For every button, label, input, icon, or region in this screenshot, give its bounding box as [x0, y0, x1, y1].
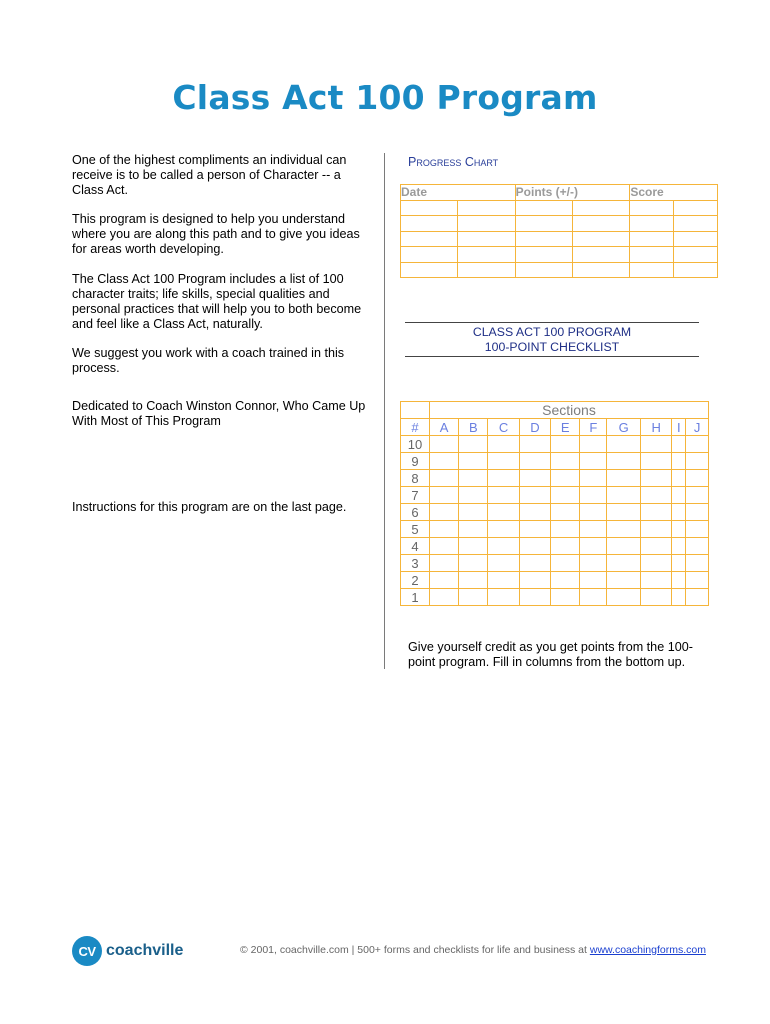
checklist-cell[interactable]	[672, 487, 686, 504]
checklist-cell[interactable]	[519, 453, 550, 470]
checklist-cell[interactable]	[430, 436, 459, 453]
cell[interactable]	[674, 262, 718, 278]
checklist-row	[401, 436, 709, 453]
checklist-cell[interactable]	[672, 453, 686, 470]
checklist-cell[interactable]	[672, 589, 686, 606]
column-header-a: A	[430, 419, 459, 436]
checklist-cell[interactable]	[430, 572, 459, 589]
column-header-e: E	[551, 419, 580, 436]
checklist-cell[interactable]	[430, 487, 459, 504]
checklist-cell[interactable]	[580, 521, 607, 538]
intro-paragraph-3: The Class Act 100 Program includes a list of 100 character traits; life skills, special qualities and personal practices that will help you to both become and feel like a Class Act, naturally.	[72, 272, 362, 331]
checklist-cell[interactable]	[488, 487, 519, 504]
checklist-cell[interactable]	[519, 504, 550, 521]
checklist-row	[401, 538, 709, 555]
checklist-row	[401, 504, 709, 521]
checklist-title-line-1: CLASS ACT 100 PROGRAM	[472, 325, 632, 339]
cell[interactable]	[515, 200, 572, 216]
page-title: Class Act 100 Program	[172, 78, 598, 117]
checklist-cell[interactable]	[686, 453, 709, 470]
footer	[240, 944, 706, 956]
cell[interactable]	[572, 216, 629, 232]
column-letters-row	[401, 419, 709, 436]
checklist-cell[interactable]	[672, 521, 686, 538]
checklist-row	[401, 555, 709, 572]
checklist-cell[interactable]	[640, 470, 671, 487]
column-header-g: G	[607, 419, 641, 436]
checklist-row	[401, 487, 709, 504]
checklist-row	[401, 572, 709, 589]
checklist-cell[interactable]	[686, 487, 709, 504]
checklist-cell[interactable]	[686, 436, 709, 453]
checklist-cell[interactable]	[672, 470, 686, 487]
checklist-cell[interactable]	[686, 470, 709, 487]
cell[interactable]	[401, 216, 458, 232]
checklist-cell[interactable]	[488, 504, 519, 521]
checklist-cell[interactable]	[551, 589, 580, 606]
column-divider	[384, 153, 385, 669]
row-number: 3	[401, 555, 430, 572]
checklist-title-line-2: 100-POINT CHECKLIST	[484, 340, 620, 354]
checklist-cell[interactable]	[430, 521, 459, 538]
row-number: 8	[401, 470, 430, 487]
row-number: 1	[401, 589, 430, 606]
row-number: 6	[401, 504, 430, 521]
row-number: 4	[401, 538, 430, 555]
checklist-cell[interactable]	[430, 470, 459, 487]
cell[interactable]	[630, 262, 674, 278]
cell[interactable]	[572, 200, 629, 216]
checklist-cell[interactable]	[430, 453, 459, 470]
checklist-cell[interactable]	[519, 521, 550, 538]
checklist-cell[interactable]	[519, 470, 550, 487]
checklist-cell[interactable]	[686, 538, 709, 555]
sections-label: Sections	[430, 402, 709, 419]
checklist-cell[interactable]	[580, 538, 607, 555]
progress-chart-row[interactable]	[401, 231, 718, 247]
checklist-cell[interactable]	[488, 453, 519, 470]
checklist-cell[interactable]	[580, 555, 607, 572]
checklist-cell[interactable]	[459, 470, 488, 487]
checklist-cell[interactable]	[519, 572, 550, 589]
progress-chart-header-row	[401, 185, 718, 201]
cell[interactable]	[515, 231, 572, 247]
cell[interactable]	[401, 200, 458, 216]
checklist-row	[401, 470, 709, 487]
checklist-cell[interactable]	[459, 504, 488, 521]
dedication: Dedicated to Coach Winston Connor, Who Came Up With Most of This Program	[72, 399, 366, 428]
progress-chart-row[interactable]	[401, 247, 718, 263]
logo-badge: CV	[72, 936, 102, 966]
cell[interactable]	[401, 231, 458, 247]
checklist-cell[interactable]	[488, 555, 519, 572]
row-number: 7	[401, 487, 430, 504]
checklist-cell[interactable]	[459, 487, 488, 504]
checklist-cell[interactable]	[607, 453, 641, 470]
checklist-cell[interactable]	[551, 470, 580, 487]
checklist-cell[interactable]	[607, 521, 641, 538]
checklist-cell[interactable]	[430, 555, 459, 572]
progress-chart-title: Progress Chart	[408, 155, 499, 169]
sections-header-row	[401, 402, 709, 419]
checklist-cell[interactable]	[607, 555, 641, 572]
row-number: 5	[401, 521, 430, 538]
cell[interactable]	[458, 262, 515, 278]
checklist-cell[interactable]	[519, 589, 550, 606]
checklist-cell[interactable]	[430, 538, 459, 555]
checklist-cell[interactable]	[672, 572, 686, 589]
checklist-cell[interactable]	[459, 453, 488, 470]
cell[interactable]	[630, 231, 674, 247]
checklist-cell[interactable]	[640, 572, 671, 589]
cell[interactable]	[572, 231, 629, 247]
cell[interactable]	[515, 216, 572, 232]
progress-chart-table	[400, 184, 718, 278]
checklist-cell[interactable]	[488, 521, 519, 538]
footer-link[interactable]: www.coachingforms.com	[589, 944, 706, 956]
checklist-row	[401, 521, 709, 538]
credit-note: Give yourself credit as you get points from the 100-point program. Fill in columns from the bottom up.	[408, 640, 693, 669]
cell[interactable]	[458, 231, 515, 247]
checklist-cell[interactable]	[640, 487, 671, 504]
checklist-cell[interactable]	[488, 436, 519, 453]
checklist-cell[interactable]	[607, 487, 641, 504]
intro-paragraph-2: This program is designed to help you understand where you are along this path and to give you ideas for areas worth developing.	[72, 212, 360, 256]
checklist-cell[interactable]	[488, 470, 519, 487]
checklist-cell[interactable]	[672, 555, 686, 572]
column-header-j: J	[686, 419, 709, 436]
cell[interactable]	[572, 262, 629, 278]
sections-table	[400, 401, 709, 606]
checklist-cell[interactable]	[580, 470, 607, 487]
cell[interactable]	[458, 247, 515, 263]
intro-paragraph-4: We suggest you work with a coach trained in this process.	[72, 346, 345, 375]
coachville-logo	[72, 936, 183, 966]
cell[interactable]	[630, 216, 674, 232]
column-header-d: D	[519, 419, 550, 436]
checklist-cell[interactable]	[551, 538, 580, 555]
checklist-cell[interactable]	[686, 572, 709, 589]
checklist-cell[interactable]	[459, 555, 488, 572]
cell[interactable]	[674, 231, 718, 247]
checklist-row	[401, 453, 709, 470]
corner-cell	[401, 402, 430, 419]
row-number: 2	[401, 572, 430, 589]
checklist-cell[interactable]	[551, 504, 580, 521]
intro-paragraph-1: One of the highest compliments an individual can receive is to be called a person of Character -- a Class Act.	[72, 153, 347, 197]
column-header-i: I	[672, 419, 686, 436]
checklist-cell[interactable]	[488, 538, 519, 555]
cell[interactable]	[515, 247, 572, 263]
checklist-cell[interactable]	[686, 589, 709, 606]
checklist-cell[interactable]	[607, 504, 641, 521]
cell[interactable]	[572, 247, 629, 263]
checklist-cell[interactable]	[551, 521, 580, 538]
checklist-bottom-rule	[405, 356, 699, 357]
cell[interactable]	[630, 247, 674, 263]
checklist-cell[interactable]	[640, 453, 671, 470]
checklist-cell[interactable]	[672, 538, 686, 555]
checklist-cell[interactable]	[430, 589, 459, 606]
checklist-title	[405, 325, 699, 355]
checklist-cell[interactable]	[580, 436, 607, 453]
checklist-cell[interactable]	[640, 436, 671, 453]
progress-chart-row[interactable]	[401, 216, 718, 232]
checklist-cell[interactable]	[430, 504, 459, 521]
row-number: 9	[401, 453, 430, 470]
cell[interactable]	[674, 216, 718, 232]
row-number: 10	[401, 436, 430, 453]
column-header-f: F	[580, 419, 607, 436]
checklist-cell[interactable]	[640, 504, 671, 521]
checklist-cell[interactable]	[580, 572, 607, 589]
header-points: Points (+/-)	[515, 185, 630, 201]
checklist-cell[interactable]	[672, 504, 686, 521]
checklist-cell[interactable]	[551, 436, 580, 453]
checklist-cell[interactable]	[686, 504, 709, 521]
checklist-top-rule	[405, 322, 699, 323]
checklist-cell[interactable]	[459, 521, 488, 538]
footer-copyright: © 2001, coachville.com | 500+ forms and checklists for life and business at	[240, 944, 590, 956]
checklist-cell[interactable]	[580, 453, 607, 470]
checklist-cell[interactable]	[607, 572, 641, 589]
instructions-note: Instructions for this program are on the last page.	[72, 500, 347, 514]
column-header-b: B	[459, 419, 488, 436]
progress-chart-row[interactable]	[401, 262, 718, 278]
checklist-cell[interactable]	[488, 589, 519, 606]
checklist-cell[interactable]	[640, 521, 671, 538]
checklist-cell[interactable]	[459, 572, 488, 589]
checklist-cell[interactable]	[672, 436, 686, 453]
cell[interactable]	[674, 200, 718, 216]
checklist-cell[interactable]	[519, 487, 550, 504]
cell[interactable]	[458, 200, 515, 216]
checklist-cell[interactable]	[551, 555, 580, 572]
checklist-cell[interactable]	[640, 589, 671, 606]
hash-header: #	[401, 419, 430, 436]
header-score: Score	[630, 185, 718, 201]
checklist-cell[interactable]	[580, 487, 607, 504]
checklist-cell[interactable]	[519, 538, 550, 555]
checklist-cell[interactable]	[686, 521, 709, 538]
checklist-cell[interactable]	[607, 538, 641, 555]
checklist-cell[interactable]	[607, 470, 641, 487]
cell[interactable]	[401, 247, 458, 263]
header-date: Date	[401, 185, 516, 201]
checklist-cell[interactable]	[519, 555, 550, 572]
checklist-cell[interactable]	[580, 504, 607, 521]
checklist-cell[interactable]	[519, 436, 550, 453]
checklist-cell[interactable]	[459, 436, 488, 453]
checklist-cell[interactable]	[551, 453, 580, 470]
checklist-cell[interactable]	[607, 589, 641, 606]
checklist-cell[interactable]	[580, 589, 607, 606]
cell[interactable]	[630, 200, 674, 216]
checklist-cell[interactable]	[640, 538, 671, 555]
checklist-cell[interactable]	[551, 487, 580, 504]
column-header-c: C	[488, 419, 519, 436]
checklist-cell[interactable]	[607, 436, 641, 453]
logo-name: coachville	[106, 942, 184, 959]
checklist-cell[interactable]	[459, 538, 488, 555]
checklist-row	[401, 589, 709, 606]
column-header-h: H	[640, 419, 671, 436]
cell[interactable]	[515, 262, 572, 278]
checklist-cell[interactable]	[551, 572, 580, 589]
checklist-cell[interactable]	[459, 589, 488, 606]
checklist-cell[interactable]	[488, 572, 519, 589]
progress-chart-row[interactable]	[401, 200, 718, 216]
checklist-cell[interactable]	[640, 555, 671, 572]
cell[interactable]	[458, 216, 515, 232]
cell[interactable]	[401, 262, 458, 278]
cell[interactable]	[674, 247, 718, 263]
checklist-cell[interactable]	[686, 555, 709, 572]
